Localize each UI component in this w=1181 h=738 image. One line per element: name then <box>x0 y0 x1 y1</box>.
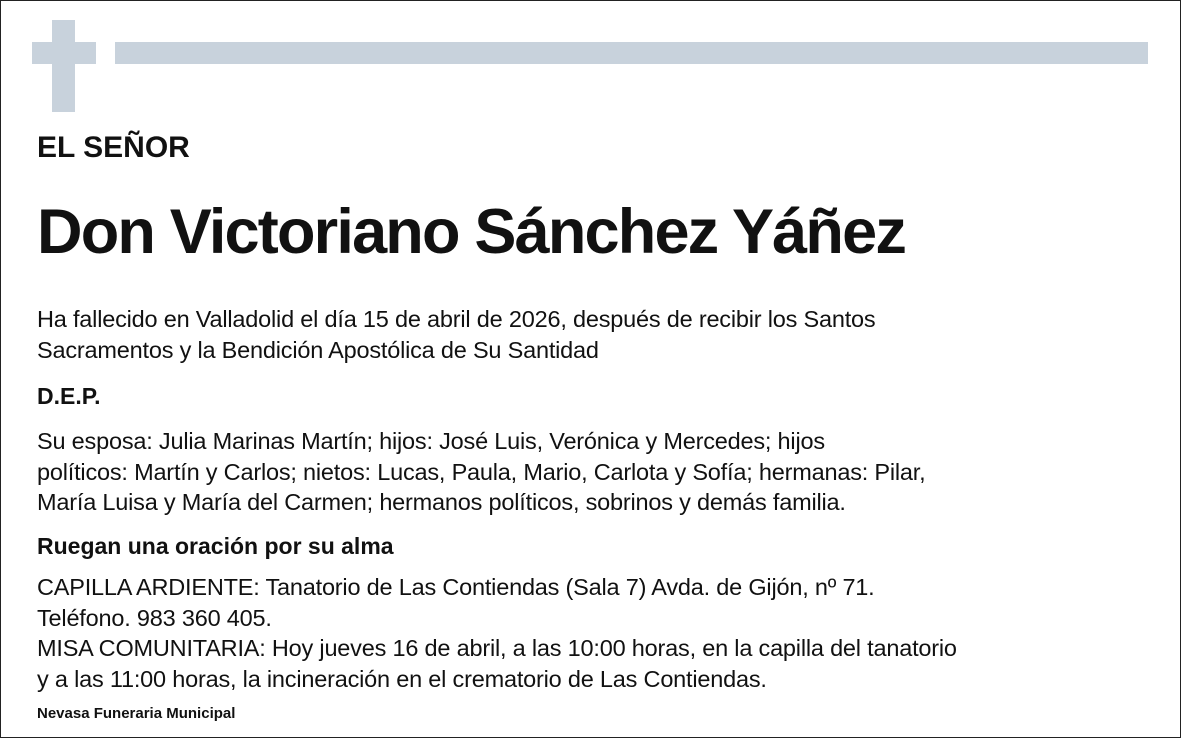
death-notice-line: Ha fallecido en Valladolid el día 15 de abril de 2026, después de recibir los Santos <box>37 306 876 332</box>
funeral-home: Nevasa Funeraria Municipal <box>37 705 236 722</box>
service-details <box>37 572 957 694</box>
deceased-name: Don Victoriano Sánchez Yáñez <box>37 197 906 267</box>
family-line: Su esposa: Julia Marinas Martín; hijos: José Luis, Verónica y Mercedes; hijos <box>37 428 825 454</box>
detail-line: y a las 11:00 horas, la incineración en el crematorio de Las Contiendas. <box>37 665 767 692</box>
detail-line: MISA COMUNITARIA: Hoy jueves 16 de abril, a las 10:00 horas, en la capilla del tanatorio <box>37 635 957 661</box>
header-bar <box>115 42 1148 64</box>
prayer-request: Ruegan una oración por su alma <box>37 533 394 559</box>
family-line: políticos: Martín y Carlos; nietos: Lucas, Paula, Mario, Carlota y Sofía; hermanas: Pilar, <box>37 458 926 485</box>
detail-line: Teléfono. 983 360 405. <box>37 604 272 631</box>
death-notice <box>37 304 875 365</box>
heading: EL SEÑOR <box>37 131 190 164</box>
family-list <box>37 426 925 518</box>
dep-label: D.E.P. <box>37 383 101 409</box>
death-notice-line: Sacramentos y la Bendición Apostólica de Su Santidad <box>37 336 599 363</box>
detail-line: CAPILLA ARDIENTE: Tanatorio de Las Contiendas (Sala 7) Avda. de Gijón, nº 71. <box>37 574 875 600</box>
family-line: María Luisa y María del Carmen; hermanos políticos, sobrinos y demás familia. <box>37 489 846 515</box>
cross-icon <box>52 20 75 112</box>
cross-icon-arm <box>32 42 96 64</box>
